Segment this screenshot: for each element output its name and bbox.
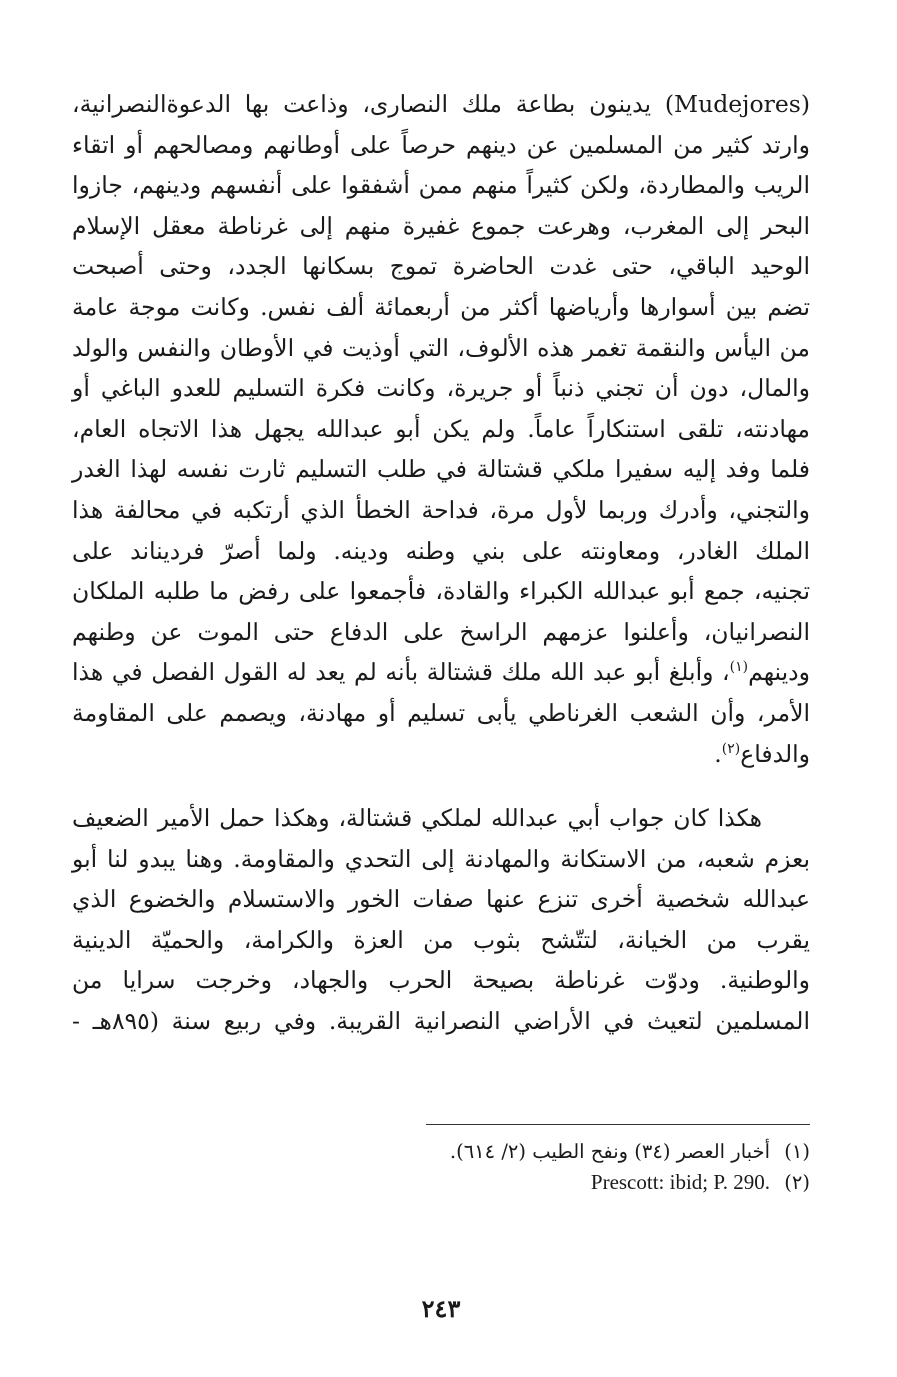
- text-line: تجنيه، جمع أبو عبدالله الكبراء والقادة، فأجمعوا على رفض ما طلبه الملكان: [72, 577, 810, 606]
- text-line-with-footnote-ref: [72, 652, 810, 693]
- paragraph-1: [72, 84, 810, 774]
- text-line: الريب والمطاردة، ولكن كثيراً منهم ممن أشفقوا على أنفسهم ودينهم، جازوا: [72, 171, 810, 200]
- text-line: والمال، دون أن تجني ذنباً أو جريرة، وكانت فكرة التسليم للعدو الباغي أو: [72, 374, 810, 403]
- line-text-after-ref: .: [714, 739, 722, 768]
- footnote-ref-1[interactable]: (١): [729, 659, 749, 676]
- line-text-before-ref: ودينهم: [748, 658, 810, 687]
- text-line: (Mudejores) يدينون بطاعة ملك النصارى، وذاعت بها الدعوةالنصرانية،: [72, 90, 810, 118]
- paragraph-spacer: [72, 774, 810, 798]
- footnote-separator: [426, 1124, 810, 1125]
- book-page: [72, 84, 810, 1324]
- text-line: الوحيد الباقي، حتى غدت الحاضرة تموج بسكانها الجدد، وحتى أصبحت: [72, 252, 810, 281]
- text-line: الأمر، وأن الشعب الغرناطي يأبى تسليم أو مهادنة، ويصمم على المقاومة: [72, 698, 810, 727]
- text-line: من اليأس والنقمة تغمر هذه الألوف، التي أوذيت في الأوطان والنفس والولد: [72, 333, 810, 362]
- text-line: الملك الغادر، ومعاونته على بني وطنه ودينه. ولما أصرّ فرديناند على: [72, 536, 810, 565]
- text-line: تضم بين أسوارها وأرياضها أكثر من أربعمائة ألف نفس. وكانت موجة عامة: [72, 292, 810, 321]
- footnotes: [72, 1136, 810, 1198]
- footnote-text: أخبار العصر (٣٤) ونفح الطيب (٢/ ٦١٤).: [449, 1140, 770, 1163]
- footnote-number: (٢): [784, 1171, 810, 1194]
- footnote-number: (١): [784, 1140, 810, 1163]
- paragraph-2: [72, 798, 810, 1042]
- text-line: هكذا كان جواب أبي عبدالله لملكي قشتالة، وهكذا حمل الأمير الضعيف: [72, 804, 762, 833]
- text-line: النصرانيان، وأعلنوا عزمهم الراسخ على الدفاع حتى الموت عن وطنهم: [72, 617, 810, 646]
- text-line: المسلمين لتعيث في الأراضي النصرانية القريبة. وفي ربيع سنة (٨٩٥هـ -: [72, 1007, 810, 1036]
- page-number: ٢٤٣: [421, 1294, 461, 1323]
- text-line: فلما وفد إليه سفيرا ملكي قشتالة في طلب التسليم ثارت نفسه لهذا الغدر: [72, 455, 810, 484]
- footnote-ref-2[interactable]: (٢): [721, 740, 741, 757]
- text-line: وارتد كثير من المسلمين عن دينهم حرصاً على أوطانهم ومصالحهم أو اتقاء: [72, 130, 810, 159]
- text-line: يقرب من الخيانة، لتتّشح بثوب من العزة والكرامة، والحميّة الدينية: [72, 925, 810, 954]
- footnote-text: Prescott: ibid; P. 290.: [590, 1170, 770, 1194]
- text-line: والتجني، وأدرك وربما لأول مرة، فداحة الخطأ الذي أرتكبه في محالفة هذا: [72, 495, 810, 524]
- footnote-1: [72, 1136, 810, 1167]
- text-line: والوطنية. ودوّت غرناطة بصيحة الحرب والجهاد، وخرجت سرايا من: [72, 966, 810, 995]
- text-line: البحر إلى المغرب، وهرعت جموع غفيرة منهم إلى غرناطة معقل الإسلام: [72, 211, 810, 240]
- footnote-2: [72, 1167, 810, 1198]
- line-text-before-ref: والدفاع: [740, 739, 810, 768]
- text-line-with-footnote-ref: [72, 734, 810, 775]
- text-line: مهادنته، تلقى استنكاراً عاماً. ولم يكن أبو عبدالله يجهل هذا الاتجاه العام،: [72, 414, 810, 443]
- text-line: بعزم شعبه، من الاستكانة والمهادنة إلى التحدي والمقاومة. وهنا يبدو لنا أبو: [72, 844, 810, 873]
- text-line: عبدالله شخصية أخرى تنزع عنها صفات الخور والاستسلام والخضوع الذي: [72, 885, 810, 914]
- line-text-after-ref: ، وأبلغ أبو عبد الله ملك قشتالة بأنه لم يعد له القول الفصل في هذا: [72, 658, 730, 687]
